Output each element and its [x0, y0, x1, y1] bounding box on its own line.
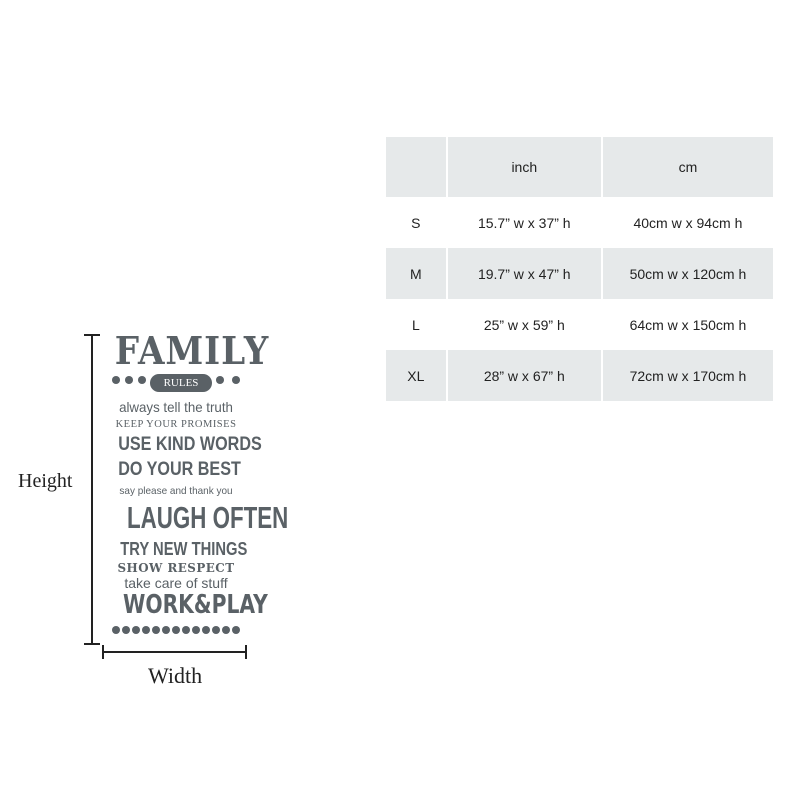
decal-dots-left: [112, 376, 146, 386]
table-header-cell: [386, 137, 448, 197]
family-rules-decal: [108, 328, 289, 638]
decal-line: SHOW RESPECT: [117, 560, 235, 575]
width-dimension-cap-left: [102, 645, 104, 659]
width-dimension-cap-right: [245, 645, 247, 659]
cm-cell: 64cm w x 150cm h: [629, 316, 747, 333]
size-table: [386, 137, 773, 401]
decal-line: WORK&PLAY: [122, 590, 268, 620]
table-header-row: [386, 137, 773, 197]
decal-line: say please and thank you: [119, 485, 233, 497]
height-dimension-line: [91, 335, 93, 645]
decal-dots-right: [216, 376, 240, 386]
cm-cell: 72cm w x 170cm h: [603, 350, 773, 401]
table-header-inch: inch: [448, 137, 603, 197]
table-row: [386, 350, 773, 401]
inch-cell: 25” w x 59” h: [448, 299, 603, 350]
size-cell: L: [386, 299, 448, 350]
decal-line: DO YOUR BEST: [118, 459, 241, 480]
cm-cell: 50cm w x 120cm h: [603, 248, 773, 299]
width-dimension-line: [103, 651, 246, 653]
decal-subtitle: RULES: [150, 374, 212, 392]
cm-cell: 40cm w x 94cm h: [633, 214, 743, 231]
table-row: [386, 299, 773, 350]
inch-cell: 15.7” w x 37” h: [448, 197, 603, 248]
height-dimension-cap-bottom: [84, 643, 100, 645]
decal-line: USE KIND WORDS: [118, 434, 262, 455]
table-row: [386, 197, 773, 248]
size-cell: M: [386, 248, 448, 299]
decal-line: KEEP YOUR PROMISES: [115, 419, 237, 430]
table-row: [386, 248, 773, 299]
width-label: Width: [148, 663, 203, 688]
decal-line: always tell the truth: [119, 399, 233, 415]
height-dimension-cap-top: [84, 334, 100, 336]
size-cell: XL: [386, 350, 448, 401]
inch-cell: 28” w x 67” h: [448, 350, 603, 401]
inch-cell: 19.7” w x 47” h: [448, 248, 603, 299]
size-cell: S: [386, 197, 448, 248]
decal-line: TRY NEW THINGS: [120, 539, 248, 559]
height-label: Height: [18, 470, 73, 492]
decal-dots-bottom: [112, 626, 240, 636]
decal-title: FAMILY: [114, 328, 270, 373]
decal-line: take care of stuff: [124, 575, 228, 591]
decal-line: LAUGH OFTEN: [127, 500, 289, 535]
table-header-cm: cm: [603, 137, 773, 197]
